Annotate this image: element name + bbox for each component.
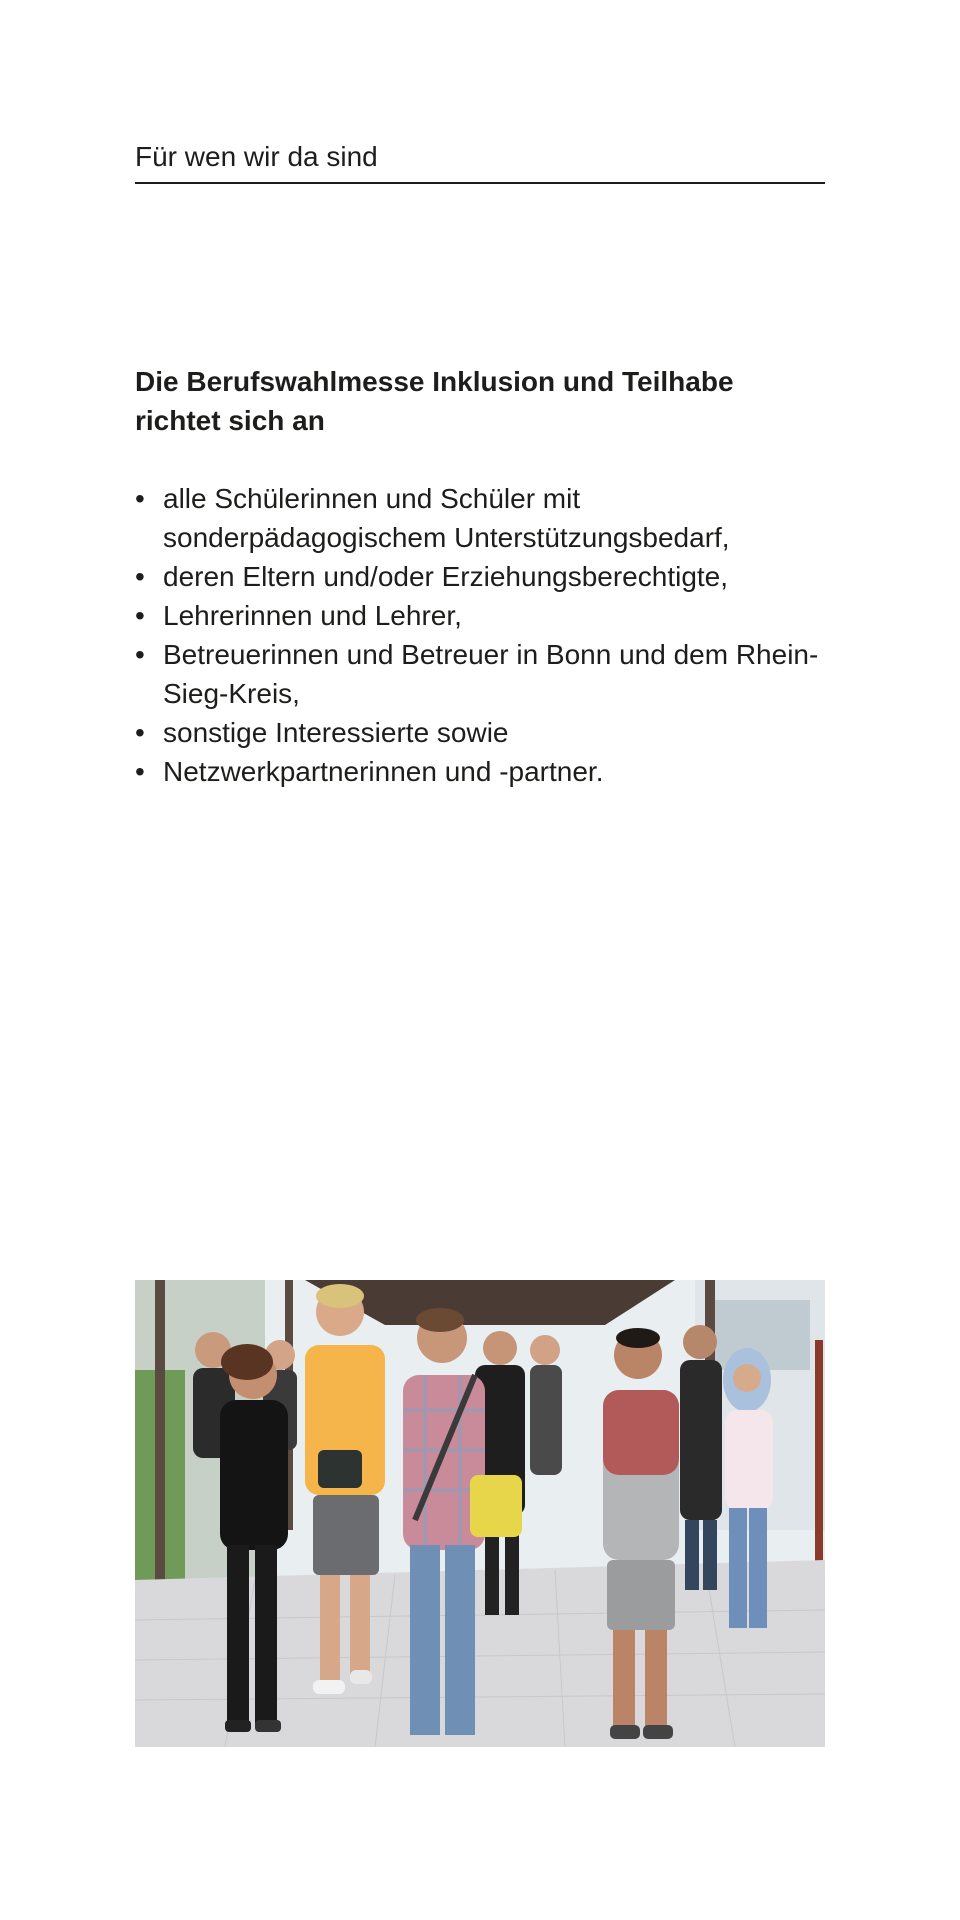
list-item bbox=[135, 635, 835, 713]
bullet: • bbox=[135, 639, 145, 670]
list-item-text: deren Eltern und/oder Erziehungsberechtigte, bbox=[163, 561, 729, 592]
list-item-text: Lehrerinnen und Lehrer, bbox=[163, 600, 462, 631]
list-item bbox=[135, 479, 835, 557]
audience-list bbox=[135, 479, 835, 791]
list-item bbox=[135, 752, 835, 791]
students-photo-illustration bbox=[135, 1280, 825, 1747]
list-item bbox=[135, 713, 835, 752]
list-item bbox=[135, 557, 835, 596]
list-item-text: Netzwerkpartnerinnen und -partner. bbox=[163, 756, 604, 787]
list-item-text: alle Schülerinnen und Schüler mit sonderpädagogischem Unterstützungsbedarf, bbox=[163, 483, 730, 553]
list-item bbox=[135, 596, 835, 635]
list-item-text: sonstige Interessierte sowie bbox=[163, 717, 509, 748]
list-item-text: Betreuerinnen und Betreuer in Bonn und dem Rhein-Sieg-Kreis, bbox=[163, 639, 819, 709]
bullet: • bbox=[135, 756, 145, 787]
bullet: • bbox=[135, 717, 145, 748]
bullet: • bbox=[135, 561, 145, 592]
bullet: • bbox=[135, 483, 145, 514]
section-heading: Für wen wir da sind bbox=[135, 140, 825, 184]
students-photo bbox=[135, 1280, 825, 1747]
intro-text: Die Berufswahlmesse Inklusion und Teilhabe richtet sich an bbox=[135, 366, 734, 436]
bullet: • bbox=[135, 600, 145, 631]
